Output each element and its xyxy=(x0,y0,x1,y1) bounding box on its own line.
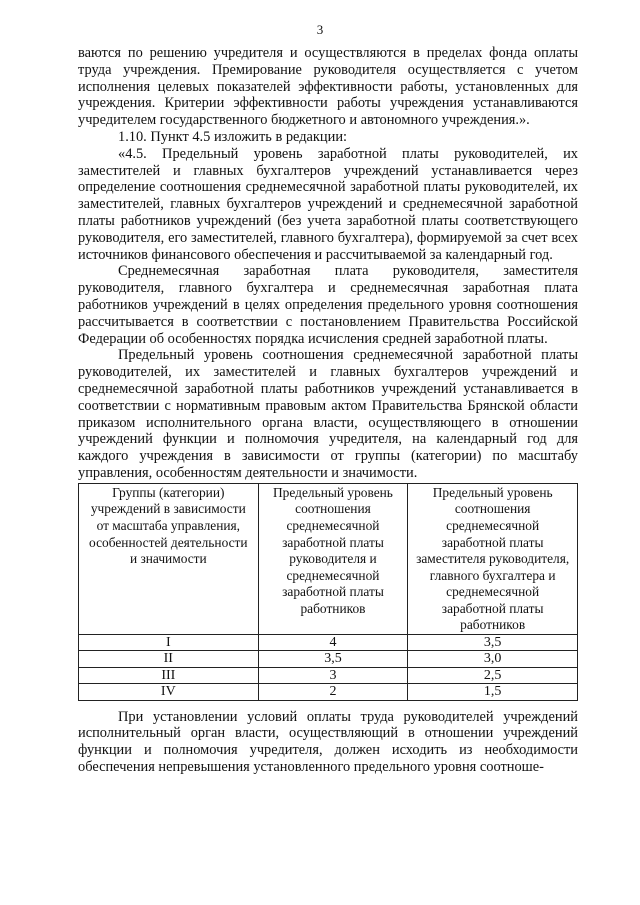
header-group-category: Группы (категории) учреждений в зависимости от масштаба управления, особенностей деятельности и значимости xyxy=(79,483,259,634)
table-row xyxy=(79,667,578,683)
cell-head-ratio: 2 xyxy=(258,684,408,700)
table-row xyxy=(79,684,578,700)
cell-group: IV xyxy=(79,684,259,700)
cell-head-ratio: 3 xyxy=(258,667,408,683)
paragraph-clause-4-5: «4.5. Предельный уровень заработной платы руководителей, их заместителей и главных бухгалтеров учреждений устанавливается через определение соотношения среднемесячной заработной платы руководителей, их заместителей, главных бухгалтеров учреждений и среднемесячной заработной платы работников учреждений (без учета заработной платы соответствующего руководителя, его заместителей, главного бухгалтера), формируемой за счет всех источников финансового обеспечения и рассчитываемой за календарный год. xyxy=(78,145,578,263)
cell-deputy-ratio: 3,5 xyxy=(408,635,578,651)
header-deputy-ratio: Предельный уровень соотношения среднемесячной заработной платы заместителя руководителя, главного бухгалтера и среднемесячной заработной платы работников xyxy=(408,483,578,634)
cell-head-ratio: 3,5 xyxy=(258,651,408,667)
document-body xyxy=(78,45,578,776)
table-row xyxy=(79,651,578,667)
cell-group: III xyxy=(79,667,259,683)
cell-head-ratio: 4 xyxy=(258,635,408,651)
table-header-row xyxy=(79,483,578,634)
page-number: 3 xyxy=(316,22,324,37)
paragraph-after-table: При установлении условий оплаты труда руководителей учреждений исполнительный орган власти, осуществляющий в отношении учреждений функции и полномочия учредителя, должен исходить из необходимости обеспечения непревышения установленного предельного уровня соотноше- xyxy=(78,708,578,776)
cell-deputy-ratio: 3,0 xyxy=(408,651,578,667)
cell-deputy-ratio: 1,5 xyxy=(408,684,578,700)
cell-group: I xyxy=(79,635,259,651)
header-head-ratio: Предельный уровень соотношения среднемесячной заработной платы руководителя и среднемесячной заработной платы работников xyxy=(258,483,408,634)
paragraph-ratio-limit: Предельный уровень соотношения среднемесячной заработной платы руководителей, их заместителей и главных бухгалтеров учреждений и среднемесячной заработной платы работников учреждений устанавливается в соответствии с нормативным правовым актом Правительства Брянской области приказом исполнительного органа власти, осуществляющего в отношении учреждений функции и полномочия учредителя, на календарный год для каждого учреждения в зависимости от группы (категории) по масштабу управления, особенностям деятельности и значимости. xyxy=(78,347,578,481)
ratio-table xyxy=(78,483,578,701)
cell-deputy-ratio: 2,5 xyxy=(408,667,578,683)
paragraph-continuation: ваются по решению учредителя и осуществляются в пределах фонда оплаты труда учреждения. Премирование руководителя осуществляется с учетом исполнения целевых показателей эффективности работы, установленных для учреждения. Критерии эффективности работы учреждения устанавливаются учредителем государственного бюджетного и автономного учреждения.». xyxy=(78,45,578,129)
cell-group: II xyxy=(79,651,259,667)
paragraph-average-salary: Среднемесячная заработная плата руководителя, заместителя руководителя, главного бухгалтера и среднемесячная заработная плата работников учреждений в целях определения предельного уровня соотношения рассчитывается в соответствии с постановлением Правительства Российской Федерации об особенностях порядка исчисления средней заработной платы. xyxy=(78,263,578,347)
paragraph-item-1-10: 1.10. Пункт 4.5 изложить в редакции: xyxy=(118,128,348,145)
table-row xyxy=(79,635,578,651)
